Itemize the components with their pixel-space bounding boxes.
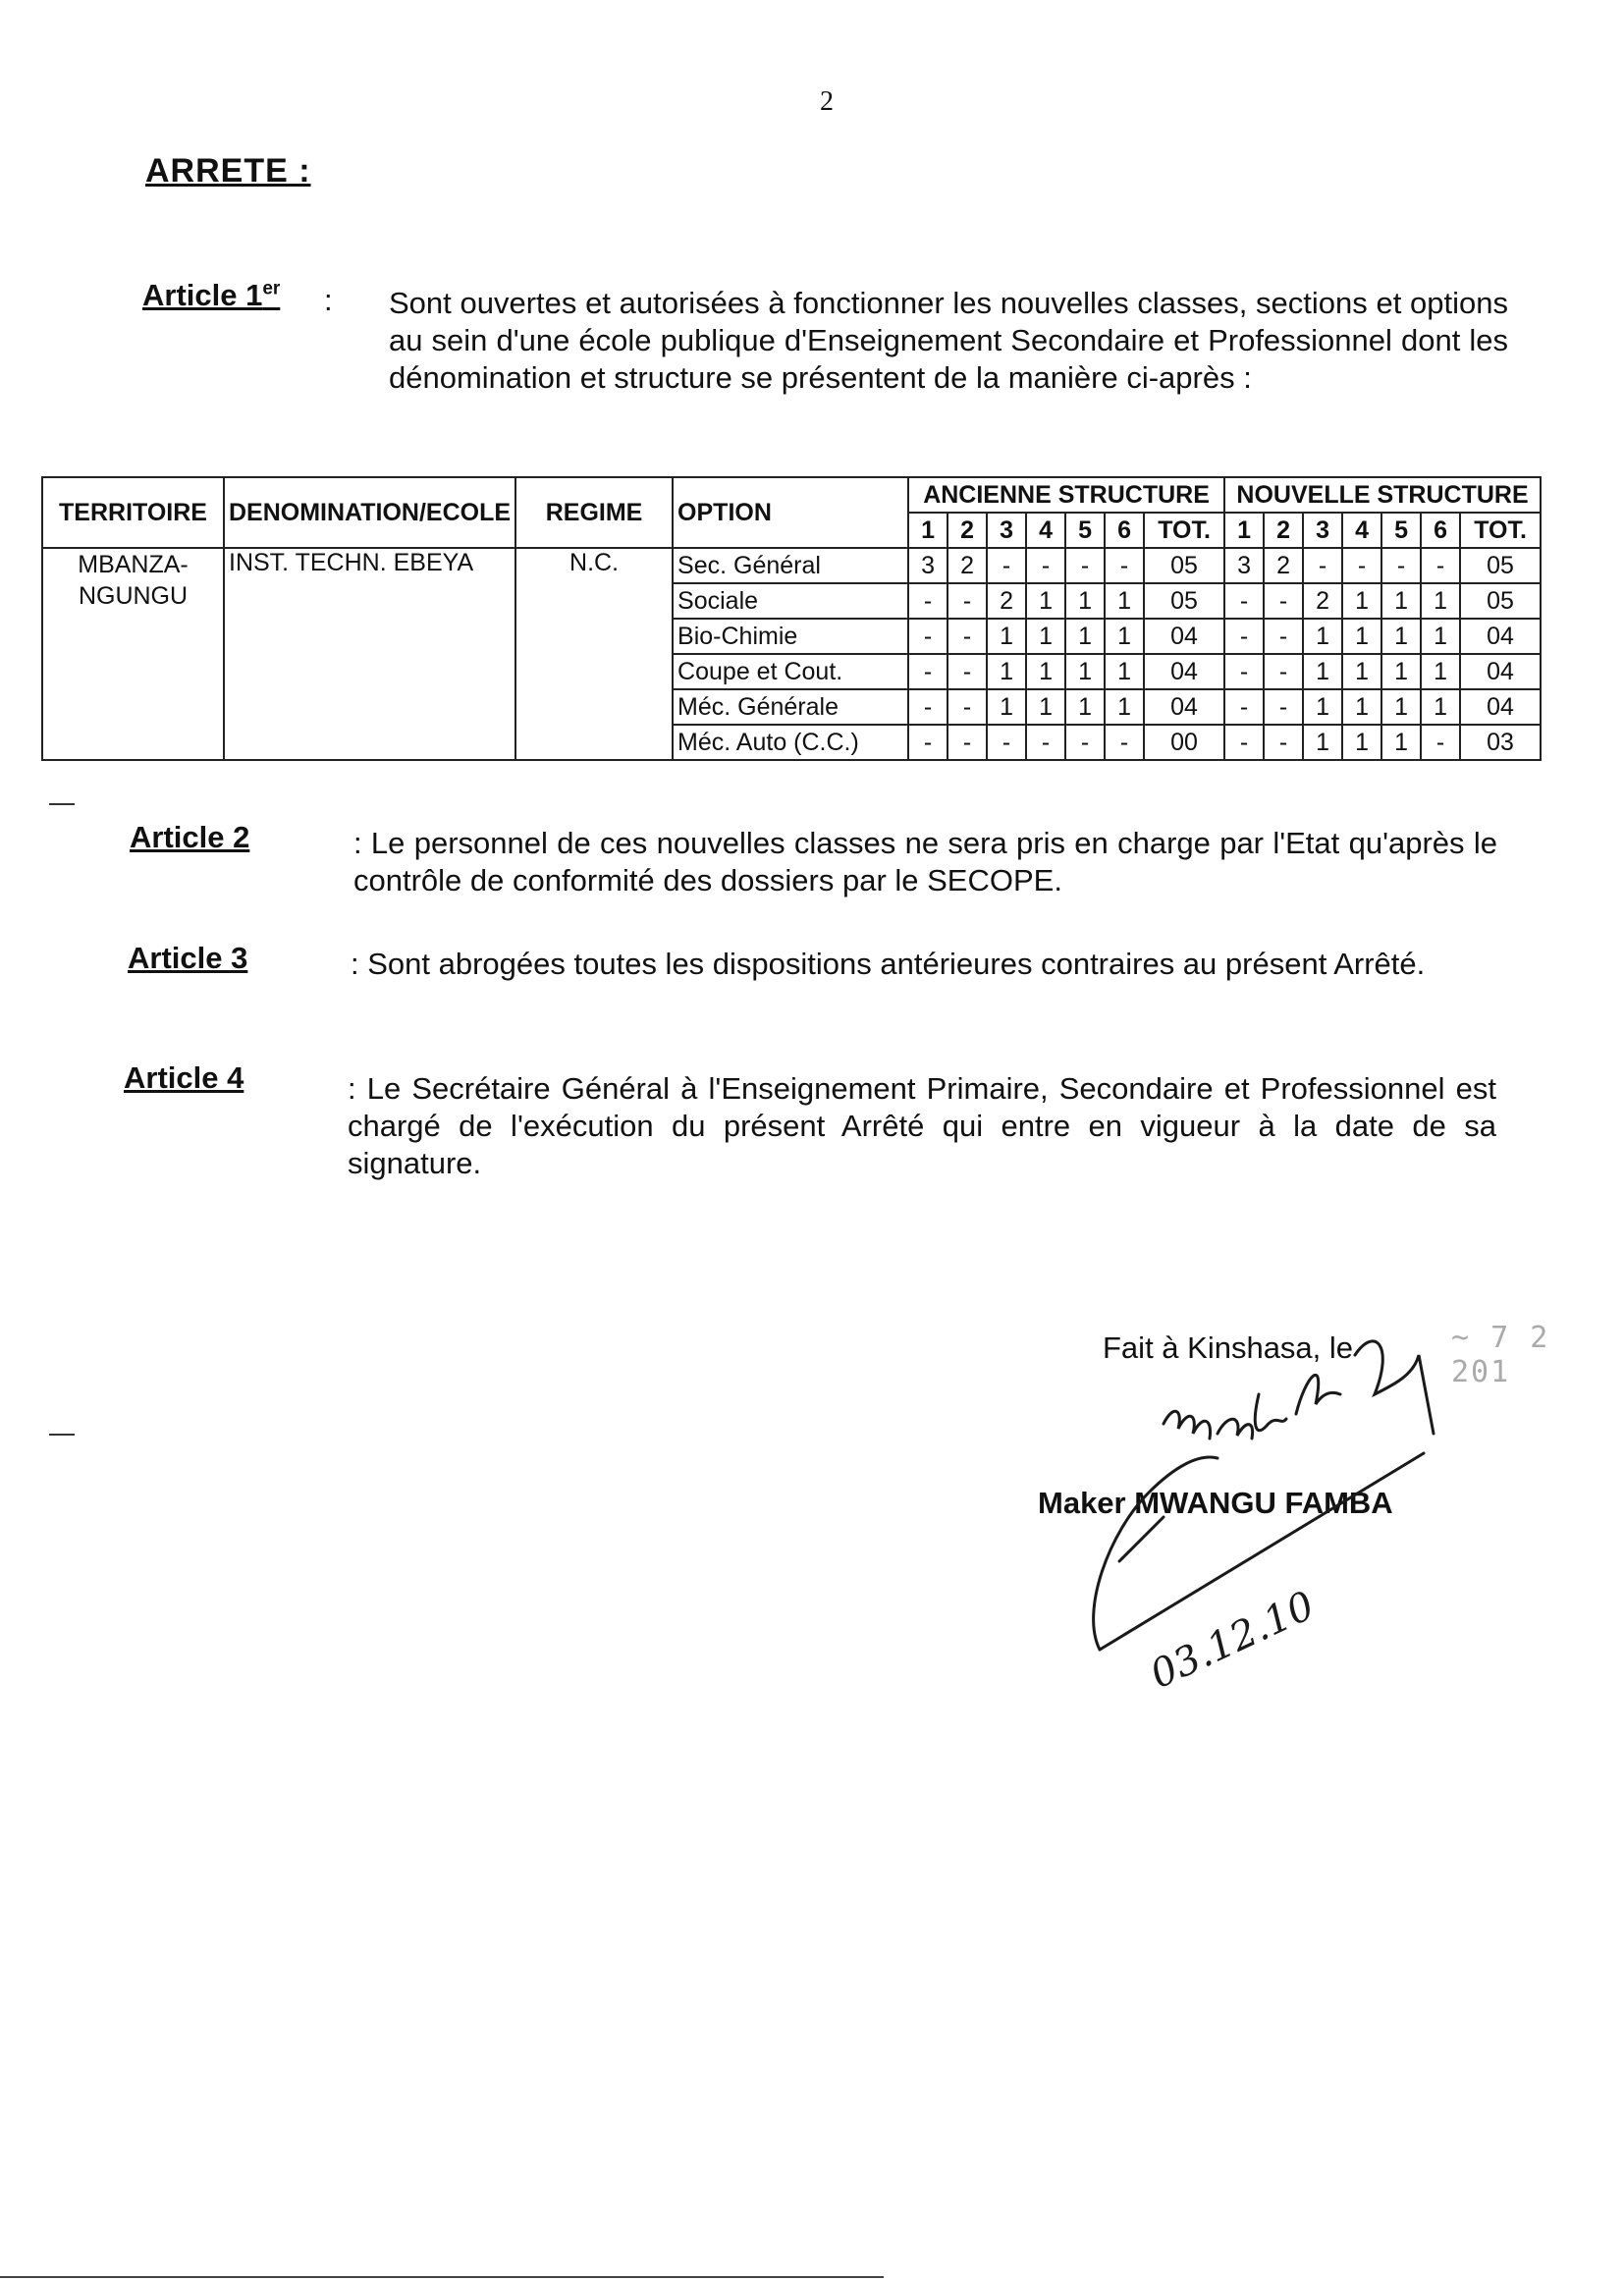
cell-ancienne-total: 05	[1144, 583, 1224, 619]
cell-regime: N.C.	[515, 548, 673, 760]
article-4-text: : Le Secrétaire Général à l'Enseignement Primaire, Secondaire et Professionnel est chargé de l'exécution du présent Arrêté qui entre en vigueur à la date de sa signature.	[348, 1071, 1496, 1180]
cell-nouvelle-class-3: 1	[1303, 725, 1342, 760]
article-1-heading-main: Article 1	[142, 278, 263, 312]
cell-ancienne-class-6: 1	[1105, 619, 1144, 654]
sub-header: TOT.	[1144, 513, 1224, 548]
sub-header: 4	[1026, 513, 1065, 548]
cell-nouvelle-class-5: 1	[1381, 583, 1421, 619]
cell-nouvelle-class-3: 2	[1303, 583, 1342, 619]
cell-ancienne-total: 04	[1144, 689, 1224, 725]
cell-nouvelle-class-2: -	[1264, 583, 1303, 619]
sub-header: 6	[1105, 513, 1144, 548]
decree-title: ARRETE :	[145, 152, 311, 190]
sub-header: 3	[987, 513, 1026, 548]
cell-option: Méc. Générale	[673, 689, 908, 725]
cell-ancienne-class-6: 1	[1105, 583, 1144, 619]
header-ancienne-structure: ANCIENNE STRUCTURE	[908, 477, 1224, 513]
sub-header: TOT.	[1460, 513, 1541, 548]
cell-ancienne-class-4: 1	[1026, 654, 1065, 689]
cell-nouvelle-class-6: 1	[1421, 654, 1460, 689]
cell-nouvelle-total: 04	[1460, 654, 1541, 689]
cell-ancienne-class-1: -	[908, 725, 947, 760]
cell-nouvelle-class-5: 1	[1381, 654, 1421, 689]
cell-ancienne-class-1: -	[908, 583, 947, 619]
article-2-text: : Le personnel de ces nouvelles classes ne sera pris en charge par l'Etat qu'après le contrôle de conformité des dossiers par le SECOPE.	[353, 826, 1497, 897]
cell-ancienne-class-4: 1	[1026, 619, 1065, 654]
cell-ancienne-class-3: -	[987, 548, 1026, 583]
cell-nouvelle-total: 05	[1460, 583, 1541, 619]
cell-ancienne-class-6: 1	[1105, 689, 1144, 725]
handwritten-signature	[1001, 1316, 1473, 1709]
cell-nouvelle-class-2: -	[1264, 654, 1303, 689]
article-3-text: : Sont abrogées toutes les dispositions antérieures contraires au présent Arrêté.	[351, 947, 1426, 981]
sub-header: 2	[947, 513, 987, 548]
cell-ancienne-class-5: -	[1065, 548, 1105, 583]
cell-ancienne-class-1: 3	[908, 548, 947, 583]
header-option: OPTION	[673, 477, 908, 548]
article-1-heading	[142, 278, 280, 313]
cell-nouvelle-class-1: -	[1224, 583, 1264, 619]
cell-option: Sociale	[673, 583, 908, 619]
structure-table	[41, 476, 1542, 761]
cell-nouvelle-class-4: 1	[1342, 725, 1381, 760]
sub-header: 1	[908, 513, 947, 548]
cell-nouvelle-class-5: 1	[1381, 619, 1421, 654]
cell-ancienne-class-6: -	[1105, 548, 1144, 583]
cell-ancienne-total: 00	[1144, 725, 1224, 760]
cell-nouvelle-class-2: -	[1264, 725, 1303, 760]
margin-mark	[49, 1434, 75, 1436]
cell-nouvelle-class-3: -	[1303, 548, 1342, 583]
cell-ancienne-class-4: -	[1026, 548, 1065, 583]
cell-nouvelle-class-6: -	[1421, 725, 1460, 760]
cell-ancienne-total: 04	[1144, 619, 1224, 654]
sub-header: 3	[1303, 513, 1342, 548]
cell-ancienne-class-1: -	[908, 654, 947, 689]
bottom-rule	[0, 2276, 884, 2278]
cell-nouvelle-total: 05	[1460, 548, 1541, 583]
cell-nouvelle-class-1: 3	[1224, 548, 1264, 583]
signer-name: Maker MWANGU FAMBA	[1038, 1486, 1393, 1520]
cell-nouvelle-class-4: -	[1342, 548, 1381, 583]
cell-ancienne-class-6: -	[1105, 725, 1144, 760]
article-1-colon: :	[324, 283, 333, 317]
cell-nouvelle-class-6: 1	[1421, 619, 1460, 654]
date-stamp: ~ 7 2 201	[1451, 1321, 1550, 1389]
cell-nouvelle-class-6: -	[1421, 548, 1460, 583]
header-territoire: TERRITOIRE	[42, 477, 224, 548]
cell-ancienne-class-3: 1	[987, 689, 1026, 725]
cell-nouvelle-class-6: 1	[1421, 583, 1460, 619]
cell-nouvelle-class-2: -	[1264, 689, 1303, 725]
sub-header: 1	[1224, 513, 1264, 548]
cell-nouvelle-class-3: 1	[1303, 654, 1342, 689]
sub-header: 5	[1381, 513, 1421, 548]
header-nouvelle-structure: NOUVELLE STRUCTURE	[1224, 477, 1541, 513]
article-1-heading-sup: er	[262, 278, 281, 299]
header-denomination: DENOMINATION/ECOLE	[224, 477, 515, 548]
cell-ancienne-class-6: 1	[1105, 654, 1144, 689]
article-1-text: Sont ouvertes et autorisées à fonctionner les nouvelles classes, sections et options au sein d'une école publique d'Enseignement Secondaire et Professionnel dont les dénomination et structure se présentent de la manière ci-après :	[389, 286, 1508, 395]
cell-denomination: INST. TECHN. EBEYA	[224, 548, 515, 760]
cell-nouvelle-total: 04	[1460, 689, 1541, 725]
cell-nouvelle-class-4: 1	[1342, 583, 1381, 619]
cell-ancienne-class-4: 1	[1026, 689, 1065, 725]
cell-option: Méc. Auto (C.C.)	[673, 725, 908, 760]
cell-nouvelle-total: 03	[1460, 725, 1541, 760]
cell-nouvelle-class-1: -	[1224, 725, 1264, 760]
cell-nouvelle-class-4: 1	[1342, 689, 1381, 725]
handwritten-date: 03.12.10	[1143, 1583, 1322, 1699]
cell-ancienne-class-2: -	[947, 654, 987, 689]
sub-header: 6	[1421, 513, 1460, 548]
table-row	[42, 548, 1541, 583]
cell-ancienne-class-2: -	[947, 619, 987, 654]
cell-nouvelle-class-6: 1	[1421, 689, 1460, 725]
cell-nouvelle-class-3: 1	[1303, 619, 1342, 654]
cell-ancienne-class-5: -	[1065, 725, 1105, 760]
cell-ancienne-class-1: -	[908, 689, 947, 725]
cell-ancienne-class-3: 2	[987, 583, 1026, 619]
cell-nouvelle-class-3: 1	[1303, 689, 1342, 725]
cell-ancienne-class-5: 1	[1065, 583, 1105, 619]
cell-nouvelle-class-1: -	[1224, 689, 1264, 725]
cell-ancienne-class-3: 1	[987, 619, 1026, 654]
cell-ancienne-class-5: 1	[1065, 654, 1105, 689]
header-regime: REGIME	[515, 477, 673, 548]
cell-ancienne-class-1: -	[908, 619, 947, 654]
sub-header: 4	[1342, 513, 1381, 548]
cell-nouvelle-class-5: -	[1381, 548, 1421, 583]
cell-ancienne-class-3: -	[987, 725, 1026, 760]
cell-nouvelle-class-5: 1	[1381, 725, 1421, 760]
article-3-heading: Article 3	[128, 941, 248, 975]
cell-nouvelle-class-2: 2	[1264, 548, 1303, 583]
cell-ancienne-total: 04	[1144, 654, 1224, 689]
sub-header: 2	[1264, 513, 1303, 548]
sub-header: 5	[1065, 513, 1105, 548]
cell-territoire: MBANZA-NGUNGU	[42, 548, 224, 760]
cell-ancienne-class-2: -	[947, 725, 987, 760]
cell-nouvelle-class-4: 1	[1342, 619, 1381, 654]
cell-ancienne-class-2: -	[947, 689, 987, 725]
cell-ancienne-class-4: 1	[1026, 583, 1065, 619]
article-2-heading: Article 2	[130, 820, 250, 854]
cell-ancienne-class-2: 2	[947, 548, 987, 583]
cell-nouvelle-class-5: 1	[1381, 689, 1421, 725]
cell-option: Coupe et Cout.	[673, 654, 908, 689]
cell-nouvelle-total: 04	[1460, 619, 1541, 654]
cell-nouvelle-class-1: -	[1224, 619, 1264, 654]
cell-ancienne-class-4: -	[1026, 725, 1065, 760]
cell-ancienne-total: 05	[1144, 548, 1224, 583]
cell-option: Sec. Général	[673, 548, 908, 583]
cell-option: Bio-Chimie	[673, 619, 908, 654]
margin-mark	[49, 803, 75, 805]
article-4-heading: Article 4	[124, 1060, 244, 1095]
cell-ancienne-class-3: 1	[987, 654, 1026, 689]
cell-nouvelle-class-2: -	[1264, 619, 1303, 654]
cell-nouvelle-class-1: -	[1224, 654, 1264, 689]
signature-place: Fait à Kinshasa, le	[1103, 1331, 1354, 1365]
cell-ancienne-class-5: 1	[1065, 619, 1105, 654]
cell-ancienne-class-5: 1	[1065, 689, 1105, 725]
cell-nouvelle-class-4: 1	[1342, 654, 1381, 689]
page-number: 2	[820, 86, 834, 117]
cell-ancienne-class-2: -	[947, 583, 987, 619]
